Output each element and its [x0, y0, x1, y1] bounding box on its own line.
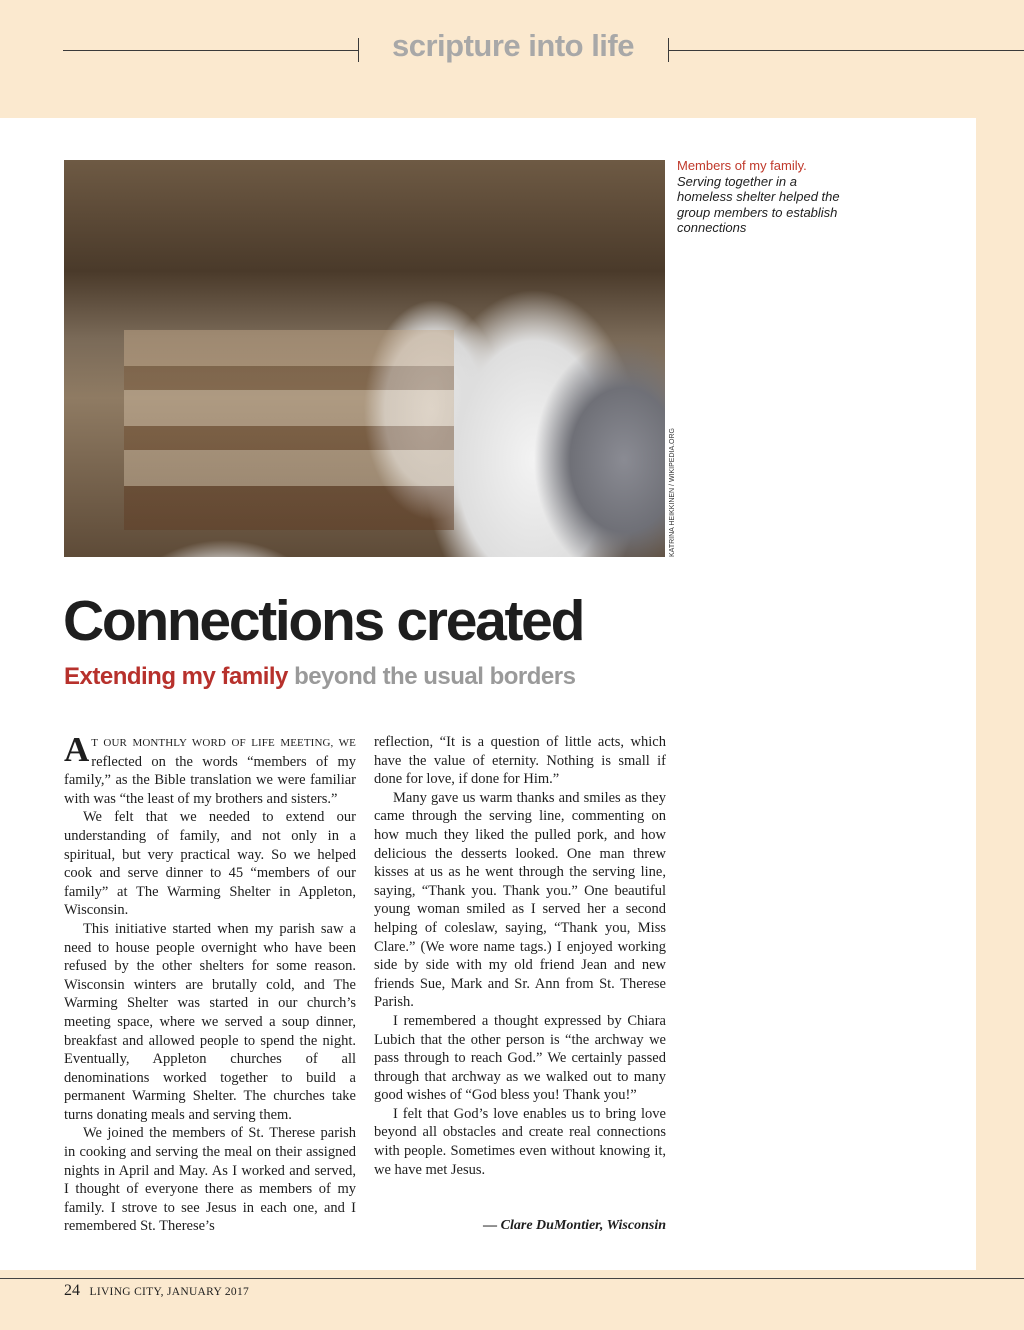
article-byline: — Clare DuMontier, Wisconsin — [483, 1218, 666, 1233]
article-paragraph: reflection, “It is a question of little acts, which have the value of eternity. Nothing is small if done for love, if done for Him.” — [374, 734, 666, 788]
article-paragraph: Many gave us warm thanks and smiles as they came through the serving line, commenting on how much they liked the pulled pork, and how delicious the desserts looked. One man threw kisses at us as he went through the serving line, saying, “Thank you. Thank you.” One beautiful young woman smiled as I served her a second helping of coleslaw, saying, “Thank you, Miss Clare.” (We wore name tags.) I enjoyed working side by side with my old friend Jean and new friends Sue, Mark and Sr. Ann from St. Therese Parish. — [374, 789, 666, 1011]
header-tick-left — [358, 38, 359, 62]
photo-volunteers-serving-icon — [64, 160, 665, 557]
article-column-2 — [374, 733, 666, 1179]
photo-caption — [677, 158, 847, 236]
footer-rule — [0, 1278, 1024, 1279]
header-rule-right — [668, 50, 1024, 51]
article-paragraph: I remembered a thought expressed by Chiara Lubich that the other person is “the archway we pass through to reach God.” We certainly passed through that archway as we walked out to many good wishes of “God bless you! Thank you!” — [374, 1012, 666, 1104]
article-column-1 — [64, 730, 356, 1236]
photo-trays — [124, 330, 454, 530]
article-paragraph: This initiative started when my parish saw a need to house people overnight who have been refused by the other shelters for some reason. Wisconsin winters are brutally cold, and The Warming Shelter was started in our church’s meeting space, where we served a soup dinner, breakfast and allowed people to spend the night. Eventually, Appleton churches of all denominations worked together to build a permanent Warming Shelter. The churches take turns donating meals and serving them. — [64, 920, 356, 1123]
paragraph-text: reflected on the words “members of my family,” as the Bible translation we were familiar with was “the least of my brothers and sisters.” — [64, 753, 356, 807]
article-paragraph: We felt that we needed to extend our understanding of family, and not only in a spiritual, but very practical way. So we helped cook and serve dinner to 45 “members of our family” at The Warming Shelter in Appleton, Wisconsin. — [64, 809, 356, 919]
photo-credit — [667, 546, 817, 557]
article-paragraph: We joined the members of St. Therese parish in cooking and serving the meal on their assigned nights in April and May. As I worked and served, I thought of everyone there as members of my family. I strove to see Jesus in each one, and I remembered St. Therese’s — [64, 1125, 356, 1235]
section-title: scripture into life — [392, 28, 634, 63]
article-paragraph: I felt that God’s love enables us to bring love beyond all obstacles and create real connections with people. Sometimes even without knowing it, we have met Jesus. — [374, 1105, 666, 1178]
caption-lead: Members of my family. — [677, 158, 807, 173]
page-number: 24 — [64, 1282, 80, 1299]
subhead-grey: beyond the usual borders — [294, 663, 576, 690]
page-footer — [64, 1282, 249, 1300]
opening-smallcaps: T OUR MONTHLY WORD OF LIFE MEETING, WE — [91, 737, 356, 749]
magazine-issue: LIVING CITY, JANUARY 2017 — [89, 1286, 250, 1298]
caption-text: Serving together in a homeless shelter helped the group members to establish connections — [677, 173, 840, 235]
article-subhead — [64, 663, 764, 691]
header-rule-left — [63, 50, 358, 51]
article-paragraph — [64, 730, 356, 808]
article-headline: Connections created — [63, 589, 584, 653]
drop-cap: A — [64, 730, 90, 769]
subhead-red: Extending my family — [64, 663, 288, 690]
section-header — [0, 0, 1024, 118]
